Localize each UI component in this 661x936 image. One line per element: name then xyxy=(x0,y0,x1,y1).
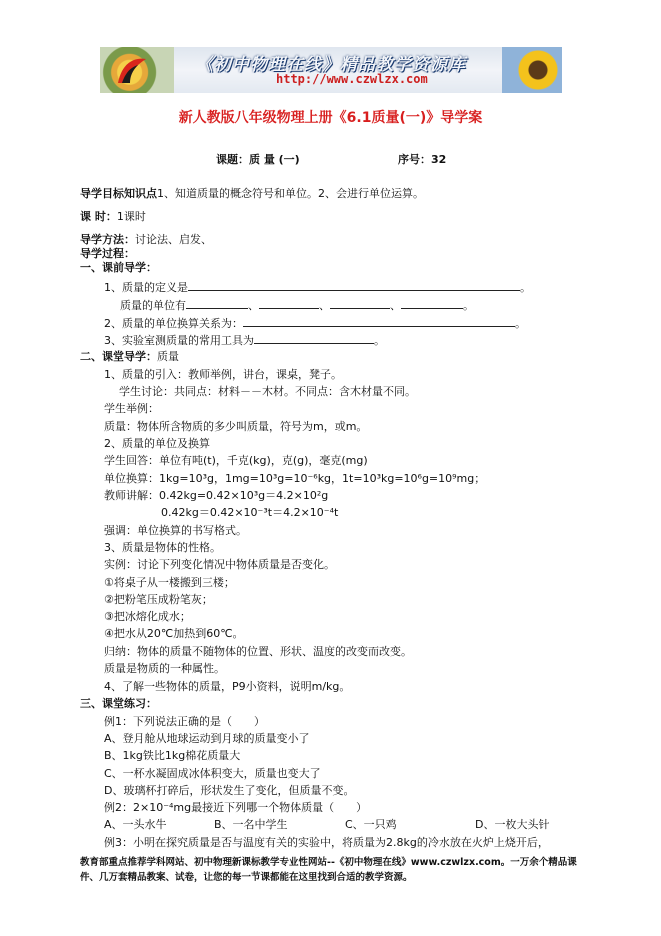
practice-line: D、玻璃杯打碎后，形状发生了变化，但质量不变。 xyxy=(104,784,355,797)
pre-q3 xyxy=(104,333,385,348)
method-value: 讨论法、启发、 xyxy=(135,233,212,246)
method-row xyxy=(80,233,212,247)
class-heading-topic: 质量 xyxy=(157,350,179,363)
blank-line[interactable] xyxy=(401,298,463,309)
pre-q3-text: 3、实验室测质量的常用工具为 xyxy=(104,334,254,347)
class-line: 单位换算：1kg=10³g，1mg=10³g=10⁻⁶kg，1t=10³kg=10⁶g=10⁹mg； xyxy=(104,472,486,485)
class-line: 强调：单位换算的书写格式。 xyxy=(104,524,247,537)
practice-line: 例1：下列说法正确的是（ ） xyxy=(104,715,265,728)
practice-line: 例2：2×10⁻⁴mg最接近下列哪一个物体质量（ ） xyxy=(104,801,368,814)
banner-url[interactable]: http://www.czwlzx.com xyxy=(276,72,428,86)
banner-title: 《初中物理在线》精品教学资源库 xyxy=(196,55,466,75)
logo-mark-icon xyxy=(112,53,152,87)
class-line: 教师讲解：0.42kg=0.42×10³g＝4.2×10²g xyxy=(104,489,329,502)
pre-q1b xyxy=(120,298,474,313)
class-heading-row xyxy=(80,350,179,364)
blank-line[interactable] xyxy=(259,298,319,309)
separator: 、 xyxy=(319,299,330,312)
separator: 、 xyxy=(248,299,259,312)
class-line: ④把水从20℃加热到60℃。 xyxy=(104,627,244,640)
class-heading: 二、课堂导学： xyxy=(80,350,157,363)
practice-line: B、1kg铁比1kg棉花质量大 xyxy=(104,749,241,762)
class-line: ③把冰熔化成水； xyxy=(104,610,191,623)
practice-ex3: 例3：小明在探究质量是否与温度有关的实验中，将质量为2.8kg的冷水放在火炉上烧开后， xyxy=(104,836,549,849)
blank-line[interactable] xyxy=(186,298,248,309)
class-line: 实例：讨论下列变化情况中物体质量是否变化。 xyxy=(104,558,335,571)
class-line: 质量是物质的一种属性。 xyxy=(104,662,225,675)
lesson-number: 序号：32 xyxy=(398,153,447,166)
process-label: 导学过程： xyxy=(80,247,135,260)
practice-line: A、登月舱从地球运动到月球的质量变小了 xyxy=(104,732,310,745)
goal-text: 1、知道质量的概念符号和单位。2、会进行单位运算。 xyxy=(157,187,424,200)
footer-line-2: 件、几万套精品教案、试卷，让您的每一节课都能在这里找到合适的教学资源。 xyxy=(80,872,413,883)
class-line: 0.42kg＝0.42×10⁻³t＝4.2×10⁻⁴t xyxy=(161,506,339,519)
class-line: 1、质量的引入：教师举例，讲台，课桌，凳子。 xyxy=(104,368,342,381)
pre-q2-end: 。 xyxy=(515,317,526,330)
blank-line[interactable] xyxy=(243,316,515,327)
option-c: C、一只鸡 xyxy=(345,818,397,831)
method-label: 导学方法： xyxy=(80,233,135,246)
class-line: 归纳：物体的质量不随物体的位置、形状、温度的改变而改变。 xyxy=(104,645,412,658)
site-logo xyxy=(100,47,174,93)
separator: 、 xyxy=(390,299,401,312)
pre-q1b-text: 质量的单位有 xyxy=(120,299,186,312)
pre-heading: 一、课前导学： xyxy=(80,261,157,274)
class-line: ②把粉笔压成粉笔灰； xyxy=(104,593,213,606)
hours-value: 1课时 xyxy=(116,210,146,223)
site-banner xyxy=(100,47,562,93)
blank-line[interactable] xyxy=(254,333,374,344)
practice-heading: 三、课堂练习： xyxy=(80,697,157,710)
practice-line: C、一杯水凝固成冰体积变大，质量也变大了 xyxy=(104,767,321,780)
footer-line-1: 教育部重点推荐学科网站、初中物理新课标教学专业性网站--《初中物理在线》www.czwlzx.com。一万余个精品课 xyxy=(80,857,577,868)
pre-q3-end: 。 xyxy=(374,334,385,347)
pre-q1 xyxy=(104,280,531,295)
class-line: ①将桌子从一楼搬到三楼； xyxy=(104,576,235,589)
option-a: A、一头水牛 xyxy=(104,818,167,831)
pre-q2 xyxy=(104,316,526,331)
goal-label: 导学目标知识点 xyxy=(80,187,157,200)
class-line: 2、质量的单位及换算 xyxy=(104,437,210,450)
pre-q2-text: 2、质量的单位换算关系为： xyxy=(104,317,243,330)
pre-q1b-end: 。 xyxy=(463,299,474,312)
class-line: 4、了解一些物体的质量，P9小资料，说明m/kg。 xyxy=(104,680,351,693)
hours-row xyxy=(80,210,146,224)
class-line: 学生回答：单位有吨(t)，千克(kg)，克(g)，毫克(mg) xyxy=(104,454,368,467)
sunflower-image xyxy=(502,47,562,93)
class-line: 3、质量是物体的性格。 xyxy=(104,541,221,554)
lesson-topic: 课题：质 量 (一) xyxy=(216,153,300,166)
blank-line[interactable] xyxy=(188,280,520,291)
pre-q1-text: 1、质量的定义是 xyxy=(104,281,188,294)
class-line: 学生举例： xyxy=(104,402,159,415)
class-line: 质量：物体所含物质的多少叫质量，符号为m，或m。 xyxy=(104,420,368,433)
document-title: 新人教版八年级物理上册《6.1质量(一)》导学案 xyxy=(178,110,483,126)
class-line: 学生讨论：共同点：材料－－木材。不同点：含木材量不同。 xyxy=(119,385,416,398)
pre-q1-end: 。 xyxy=(520,281,531,294)
option-b: B、一名中学生 xyxy=(214,818,288,831)
option-d: D、一枚大头针 xyxy=(475,818,550,831)
blank-line[interactable] xyxy=(330,298,390,309)
hours-label: 课 时： xyxy=(80,210,117,223)
goal-row xyxy=(80,187,424,201)
